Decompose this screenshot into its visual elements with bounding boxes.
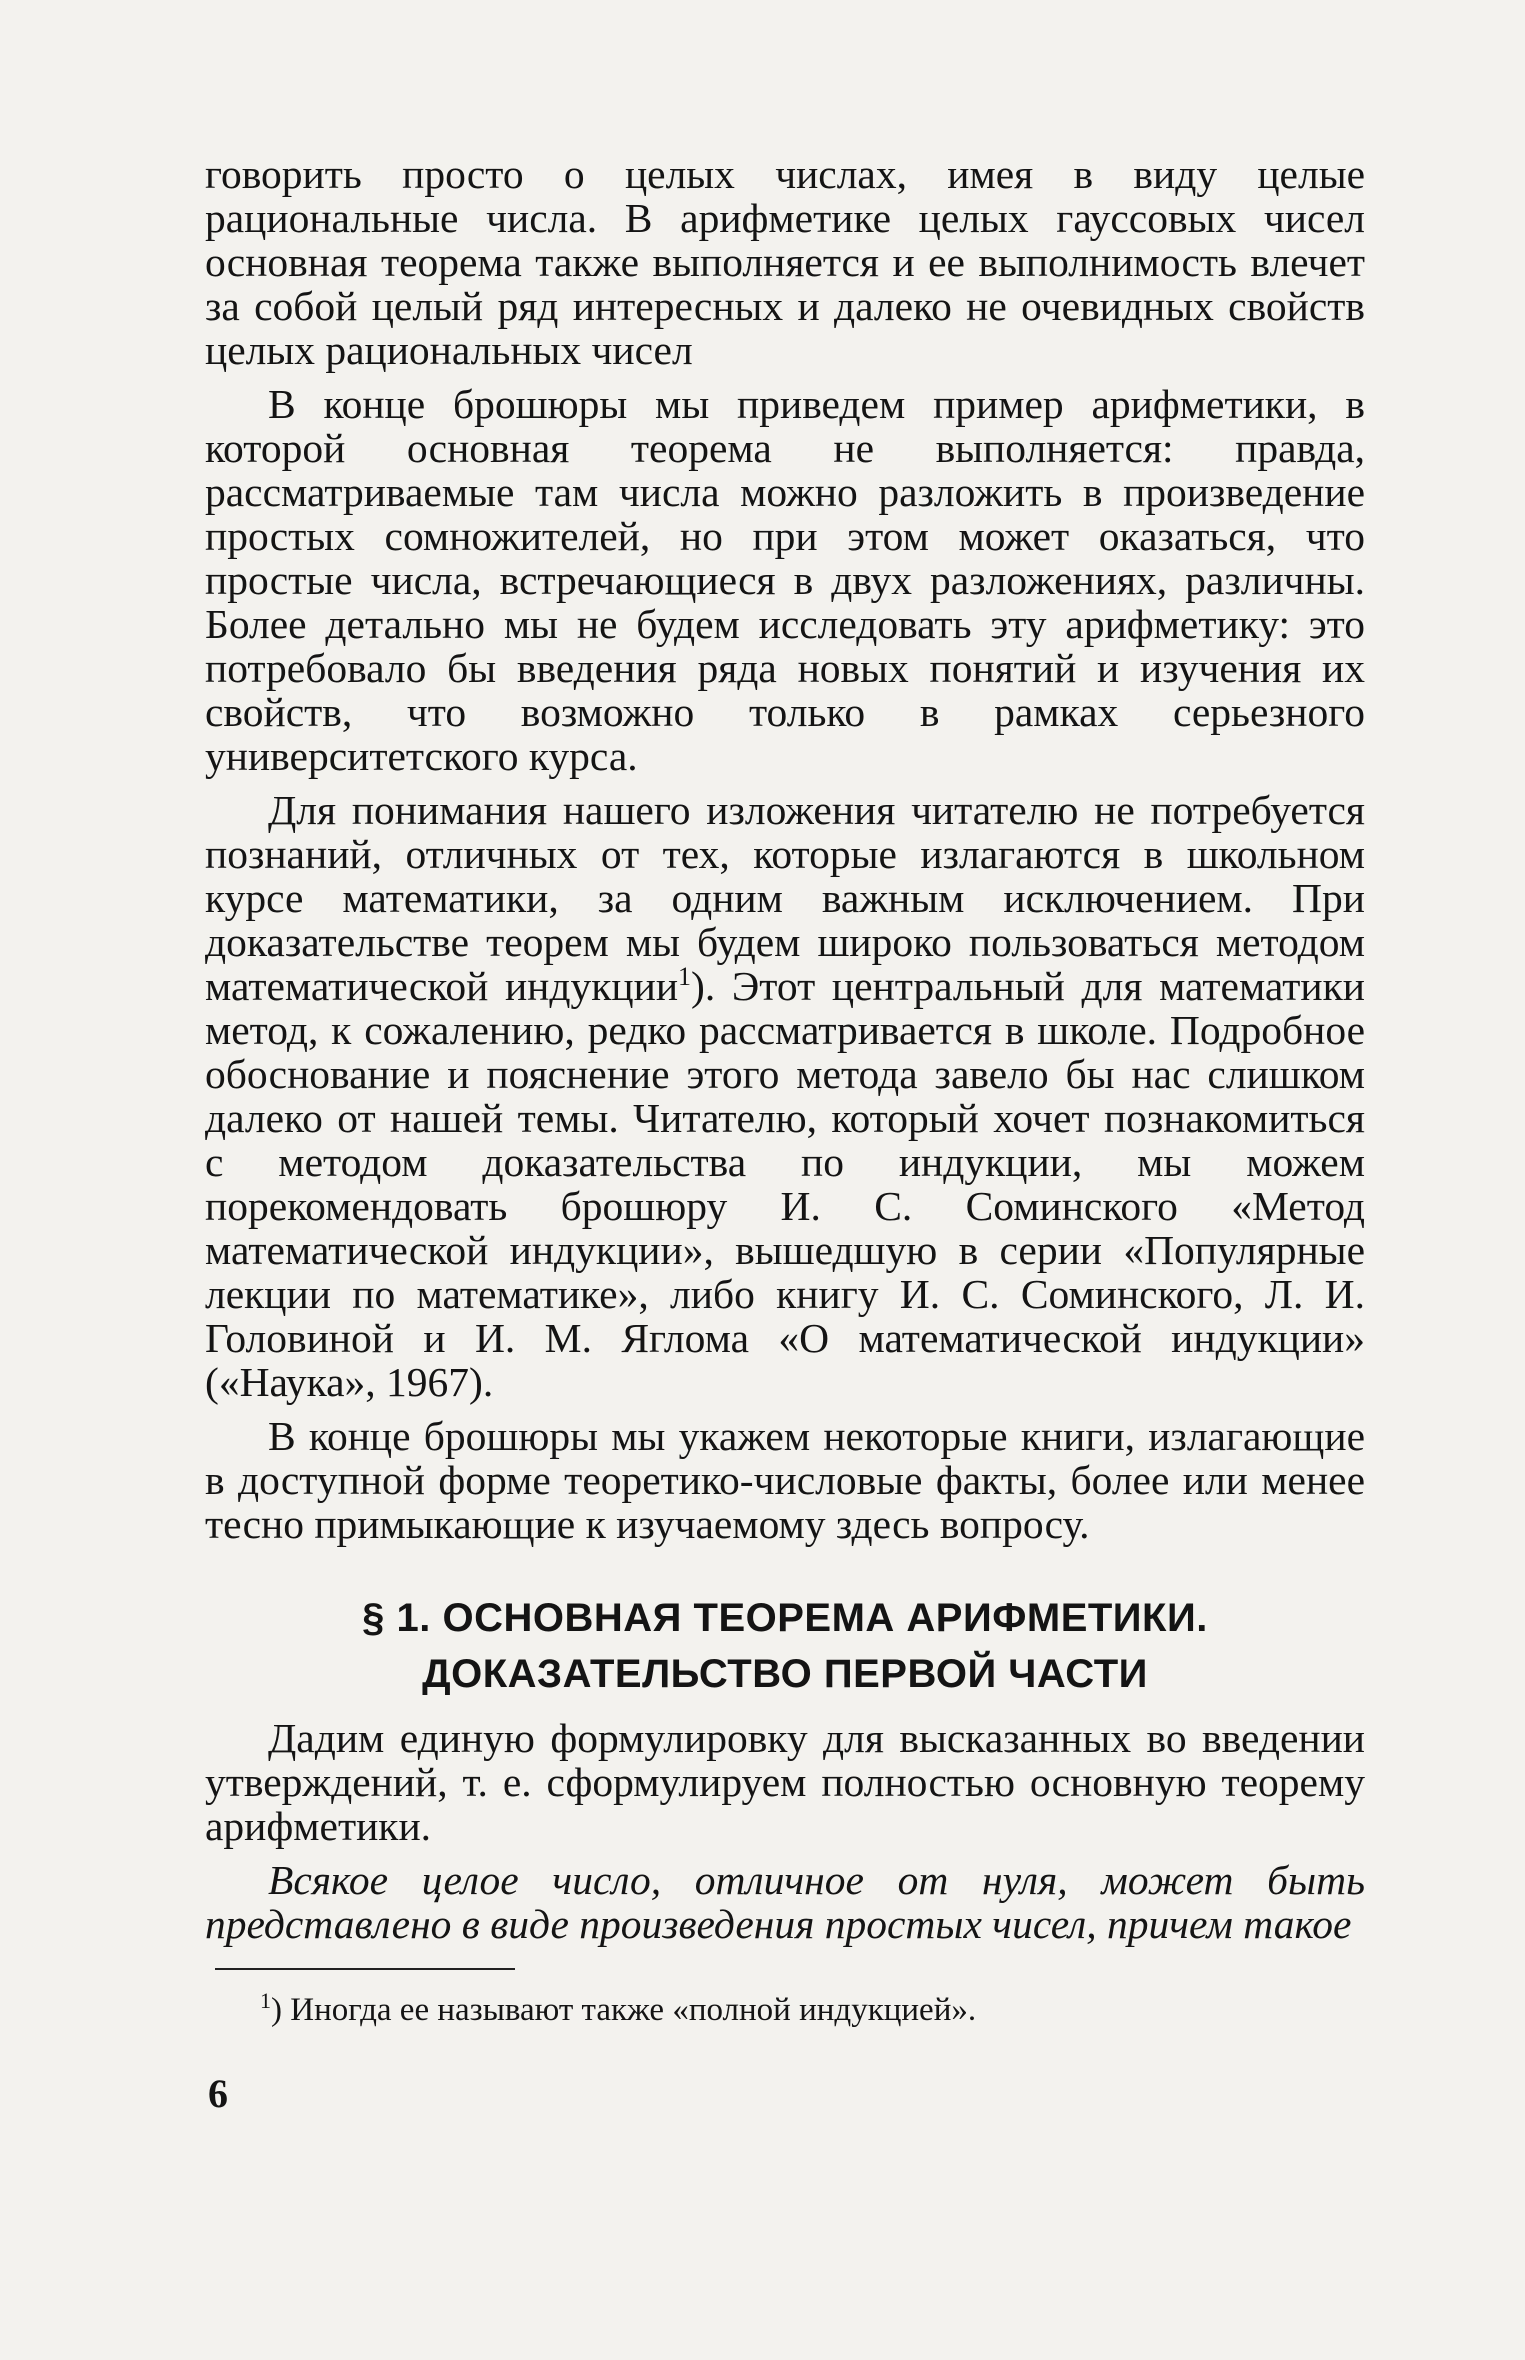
paragraph-counterexample-arithmetic: В конце брошюры мы приведем пример арифметики, в которой основная теорема не выполняется: правда, рассматриваемые там числа можно разложить в произведение простых сомножителей, но при этом может оказаться, что простые числа, встречающиеся в двух разложениях, различны. Более детально мы не будем исследовать эту арифметику: это потребовало бы введения ряда новых понятий и изучения их свойств, что возможно только в рамках серьезного университетского курса.: [205, 381, 1365, 779]
footnote: [260, 1990, 1360, 2030]
footnote-divider: [215, 1968, 515, 1970]
paragraph-prerequisites: [205, 788, 1365, 1404]
footnote-reference-mark: 1: [678, 962, 692, 992]
section-text-column: [205, 1716, 1365, 1956]
footnote-text: ) Иногда ее называют также «полной индукцией».: [271, 1992, 977, 2028]
section-heading: [205, 1590, 1365, 1702]
page-number: 6: [208, 2071, 228, 2116]
section-heading-line-1: § 1. ОСНОВНАЯ ТЕОРЕМА АРИФМЕТИКИ.: [362, 1596, 1208, 1640]
paragraph-gaussian-integers: говорить просто о целых числах, имея в виду целые рациональные числа. В арифметике целых гауссовых чисел основная теорема также выполняется и ее выполнимость влечет за собой целый ряд интересных и далеко не очевидных свойств целых рациональных чисел: [205, 151, 1365, 373]
paragraph-further-reading: В конце брошюры мы укажем некоторые книги, излагающие в доступной форме теоретико-числовые факты, более или менее тесно примыкающие к изучаемому здесь вопросу.: [205, 1413, 1365, 1547]
intro-text-column: [205, 152, 1365, 1556]
paragraph-formulation: Дадим единую формулировку для высказанных во введении утверждений, т. е. сформулируем полностью основную теорему арифметики.: [205, 1715, 1365, 1849]
prerequisites-text-end: ). Этот центральный для математики метод, к сожалению, редко рассматривается в школе. Подробное обоснование и пояснение этого метода завело бы нас слишком далеко от нашей темы. Читателю, который хочет познакомиться с методом доказательства по индукции, мы можем порекомендовать брошюру И. С. Соминского «Метод математической индукции», вышедшую в серии «Популярные лекции по математике», либо книгу И. С. Соминского, Л. И. Головиной и И. М. Яглома «О математической индукции» («Наука», 1967).: [205, 963, 1365, 1405]
footnote-mark: 1: [260, 1988, 271, 2013]
section-heading-line-2: ДОКАЗАТЕЛЬСТВО ПЕРВОЙ ЧАСТИ: [422, 1652, 1148, 1696]
paragraph-theorem-statement: Всякое целое число, отличное от нуля, может быть представлено в виде произведения простых чисел, причем такое: [205, 1857, 1365, 1947]
prerequisites-text-start: Для понимания нашего изложения читателю не потребуется познаний, отличных от тех, которые излагаются в школьном курсе математики, за одним важным исключением. При доказательстве теорем мы будем широко пользоваться методом математической индукции: [205, 787, 1365, 1009]
